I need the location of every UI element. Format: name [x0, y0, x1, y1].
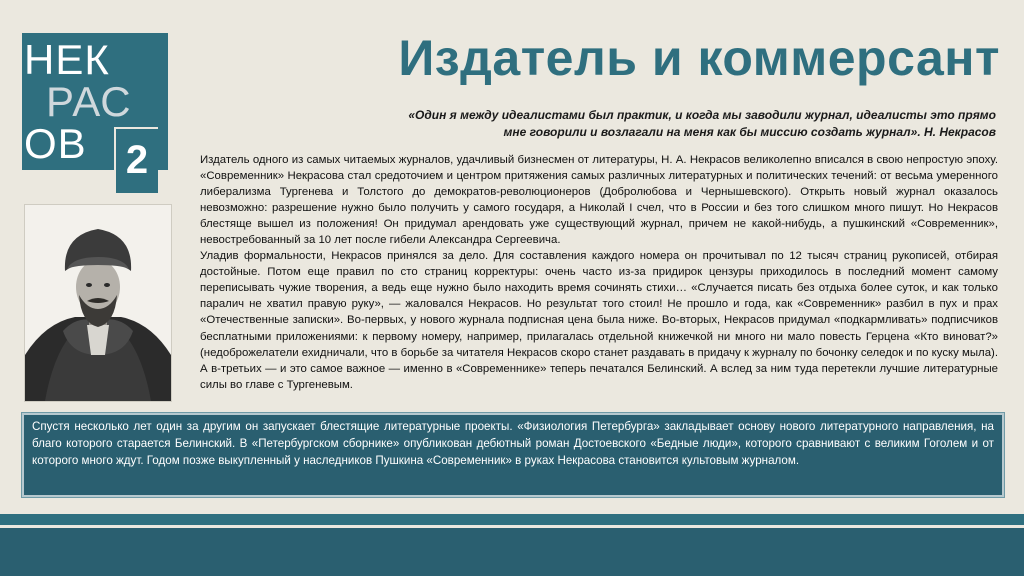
logo-line-3: ОВ	[24, 120, 87, 167]
quote-line-2: мне говорили и возлагали на меня как бы миссию создать журнал». Н. Некрасов	[503, 125, 996, 139]
slide-number-badge: 2	[114, 127, 158, 193]
logo-line-2: РАС	[46, 78, 132, 125]
article-paragraph-1: Издатель одного из самых читаемых журналов, удачливый бизнесмен от литературы, Н. А. Некрасов великолепно вписался в свою непростую эпоху. «Современник» Некрасова стал средоточием и центром притяжения самых различных литературных и политических течений: от весьма умеренного либерализма Тургенева и Толстого до демократов-революционеров (Добролюбова и Чернышевского). Открыть новый журнал оказалось невозможно: разрешение нужно было получить у самого государя, а Николай I счел, что в России и без того слишком много пишут. Но Некрасов блестяще вышел из положения! Он придумал арендовать уже существующий журнал, причем не какой-нибудь, а пушкинский «Современник», невостребованный за 10 лет после гибели Александра Сергеевича.	[200, 154, 998, 247]
page-title: Издатель и коммерсант	[398, 30, 1000, 86]
bottom-accent-stripe	[0, 514, 1024, 525]
highlight-box	[22, 413, 1004, 497]
bottom-band	[0, 528, 1024, 576]
portrait-image	[24, 204, 172, 402]
epigraph-quote	[370, 107, 996, 141]
logo-line-1: НЕК	[24, 36, 110, 83]
highlight-text: Спустя несколько лет один за другим он запускает блестящие литературные проекты. «Физиология Петербурга» закладывает основу нового литературного направления, на благо которого старается Белинский. В «Петербургском сборнике» опубликован дебютный роман Достоевского «Бедные люди», которого сравнивают с великим Гоголем и от которого много ждут. Годом позже выкупленный у наследников Пушкина «Современник» в руках Некрасова становится культовым журналом.	[32, 420, 994, 467]
article-paragraph-2: Уладив формальности, Некрасов принялся за дело. Для составления каждого номера он прочитывал по 12 тысяч страниц рукописей, отбирая достойные. Потом еще правил по сто страниц корректуры: очень часто из-за придирок цензуры приходилось в последний момент самому переписывать чужие творения, а ведь еще нужно было находить время сочинять стихи… «Случается писать без отдыха более суток, и как только паралич не хватил правую руку», — жаловался Некрасов. Но результат того стоил! Не прошло и года, как «Современник» разбил в пух и прах «Отечественные записки». Во-первых, у нового журнала подписная цена была ниже. Во-вторых, Некрасов придумал «подкармливать» подписчиков бесплатными приложениями: к первому номеру, например, прилагалась отдельной книжечкой ни много ни мало повесть Герцена «Кто виноват?» (недоброжелатели ехидничали, что в борьбе за читателя Некрасов скоро станет раздавать в придачу к журналу по бочонку селедок и по куску мыла). А в-третьих — и это самое важное — именно в «Современнике» теперь печатался Белинский. А вслед за ним туда перетекли лучшие литературные силы во главе с Тургеневым.	[200, 250, 998, 391]
quote-line-1: «Один я между идеалистами был практик, и когда мы заводили журнал, идеалисты это прямо	[408, 108, 996, 122]
nekrasov-portrait-drawing	[25, 205, 171, 401]
main-article-text	[200, 152, 998, 393]
